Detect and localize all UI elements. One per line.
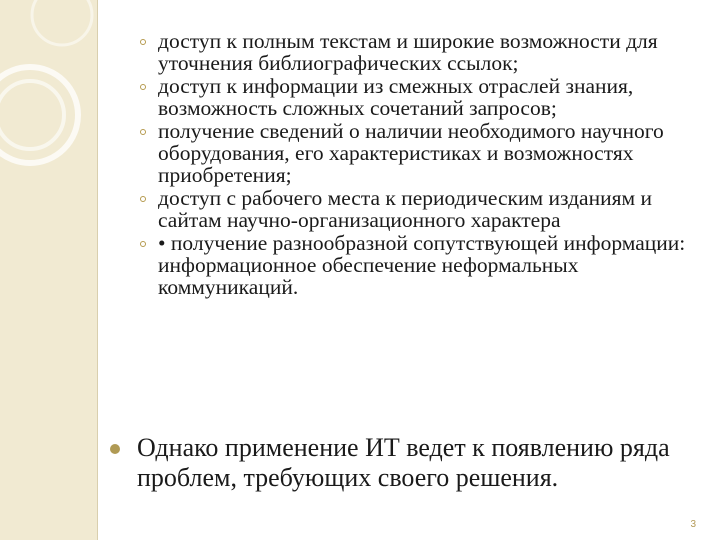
main-bullet-item (110, 433, 720, 493)
main-point-text: Однако применение ИТ ведет к появлению ряда проблем, требующих своего решения. (137, 433, 670, 492)
sub-item-text: • получение разнообразной сопутствующей информации: информационное обеспечение неформальных коммуникаций. (158, 231, 686, 299)
sub-list-item (140, 187, 700, 231)
sub-item-text: доступ к полным текстам и широкие возможности для уточнения библиографических ссылок; (158, 29, 658, 75)
hollow-bullet-icon (140, 84, 146, 90)
filled-bullet-icon (110, 444, 120, 454)
hollow-bullet-icon (140, 129, 146, 135)
hollow-bullet-icon (140, 196, 146, 202)
sub-list-item (140, 232, 700, 298)
page-number: 3 (690, 519, 696, 530)
sub-list-item (140, 30, 700, 74)
hollow-bullet-icon (140, 39, 146, 45)
hollow-bullet-icon (140, 241, 146, 247)
sub-list-item (140, 75, 700, 119)
sub-item-text: доступ с рабочего места к периодическим изданиям и сайтам научно-организационного характера (158, 186, 652, 232)
sub-list-item (140, 120, 700, 186)
sub-item-text: доступ к информации из смежных отраслей знания, возможность сложных сочетаний запросов; (158, 74, 634, 120)
sub-bullet-list (140, 30, 700, 299)
sub-item-text: получение сведений о наличии необходимого научного оборудования, его характеристиках и возможностях приобретения; (158, 119, 664, 187)
